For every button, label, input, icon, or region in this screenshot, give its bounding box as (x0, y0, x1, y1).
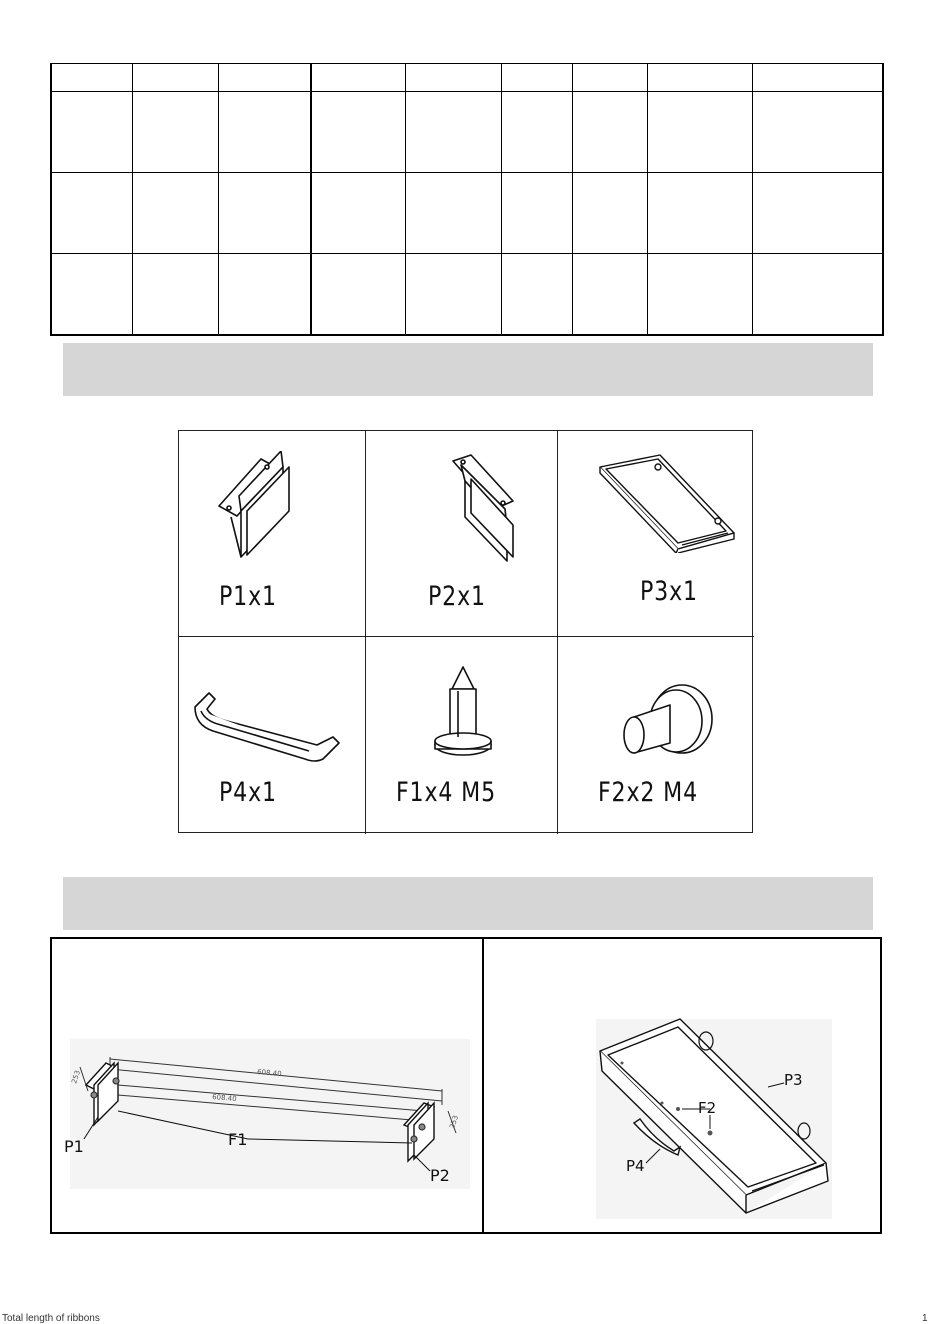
pointed-screw-icon (428, 665, 498, 765)
part-cell-f2 (558, 637, 754, 834)
assembly-step-right (484, 939, 880, 1232)
callout-label: P1 (64, 1137, 84, 1156)
section-bar-assembly (63, 877, 873, 930)
dimension-label: 253 (70, 1069, 83, 1085)
callout-label: P3 (784, 1071, 803, 1089)
section-bar-parts (63, 343, 873, 396)
bracket-left-icon (209, 451, 309, 561)
page-number: 1 (922, 1313, 928, 1324)
callout-label: P2 (430, 1166, 450, 1185)
parts-grid (178, 430, 753, 833)
spec-table (50, 63, 884, 336)
part-label: P2x1 (428, 581, 486, 612)
part-label: F2x2 M4 (598, 777, 698, 808)
part-cell-f1 (366, 637, 558, 834)
callout-label: P4 (626, 1157, 645, 1175)
bracket-right-icon (441, 453, 541, 563)
callout-label: F1 (228, 1130, 248, 1149)
handle-icon (187, 687, 347, 767)
part-cell-p2 (366, 431, 558, 637)
table-row (51, 64, 883, 92)
table-row (51, 173, 883, 254)
part-cell-p4 (179, 637, 366, 834)
dimension-label: 608.40 (211, 1093, 237, 1104)
part-cell-p1 (179, 431, 366, 637)
part-label: F1x4 M5 (396, 777, 496, 808)
part-label: P3x1 (640, 576, 698, 607)
table-row (51, 92, 883, 173)
part-label: P1x1 (219, 581, 277, 612)
part-label: P4x1 (219, 777, 277, 808)
table-row (51, 254, 883, 335)
drawer-tray-icon (598, 453, 738, 553)
footer-text: Total length of ribbons (2, 1313, 100, 1324)
part-cell-p3 (558, 431, 754, 637)
assembly-step-left (52, 939, 484, 1232)
dimension-label: 608.40 (256, 1068, 282, 1079)
callout-label: F2 (698, 1099, 717, 1117)
assembly-panel (50, 937, 882, 1234)
dimension-label: 253 (448, 1114, 461, 1130)
drawer-assembly-diagram (484, 939, 880, 1232)
bracket-assembly-diagram (52, 939, 482, 1232)
handle-screw-icon (620, 681, 720, 771)
